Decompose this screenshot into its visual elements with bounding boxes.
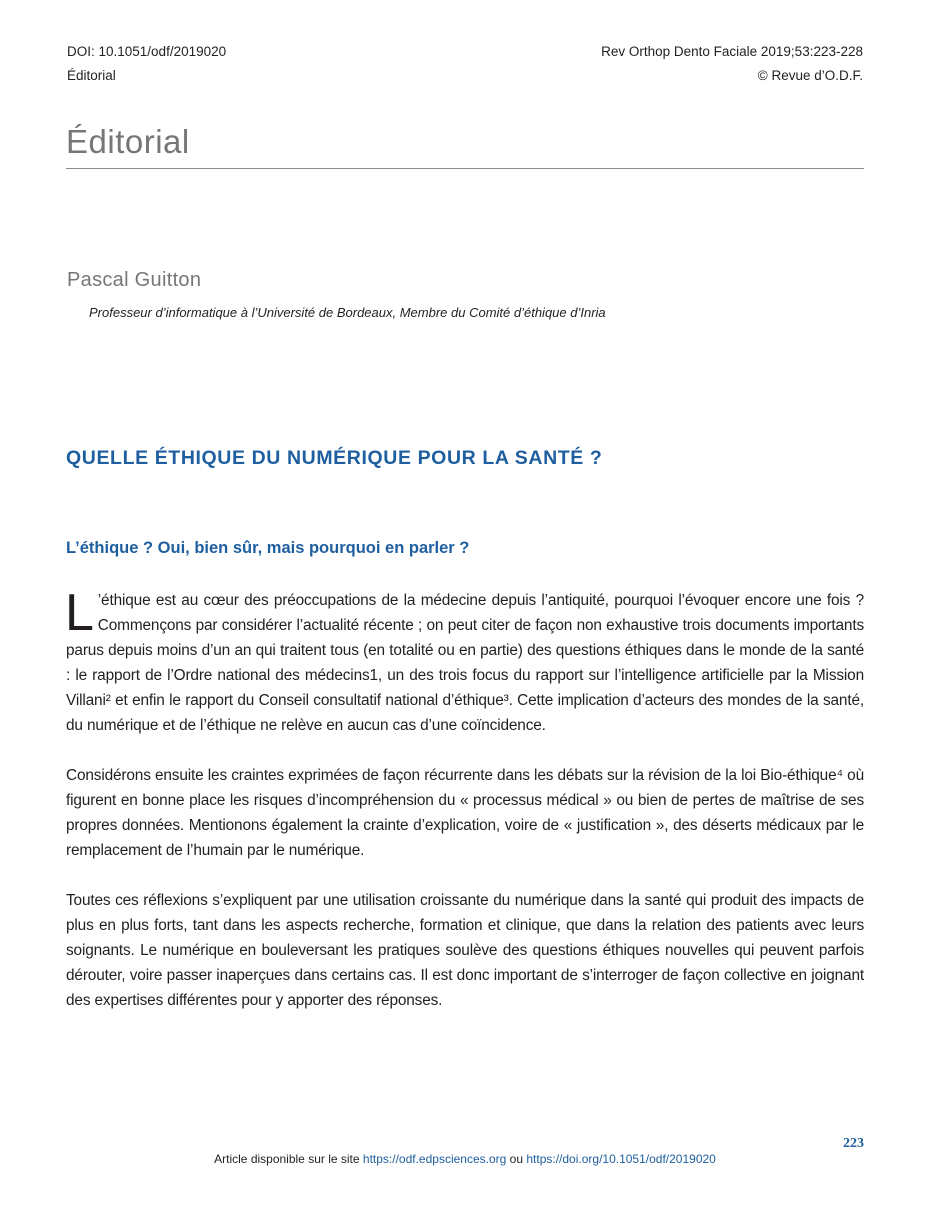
page-number: 223 <box>843 1136 864 1151</box>
subsection-heading: L’éthique ? Oui, bien sûr, mais pourquoi en parler ? <box>66 539 470 557</box>
paragraph-2: Considérons ensuite les craintes exprimées de façon récurrente dans les débats sur la révision de la loi Bio-éthique⁴ où figurent en bonne place les risques d’incompréhension du « processus médical » ou bien de pertes de maîtrise de ses propres données. Mentionons également la crainte d’explication, voire de « justification », des déserts médicaux par le remplacement de l’humain par le numérique. <box>66 767 864 859</box>
page-title: Éditorial <box>66 123 190 160</box>
paragraph-1 <box>65 584 864 738</box>
journal-reference: Rev Orthop Dento Faciale 2019;53:223-228 <box>601 44 863 59</box>
site-link[interactable]: https://odf.edpsciences.org <box>362 1152 507 1166</box>
drop-cap: L <box>65 584 94 642</box>
author-affiliation: Professeur d’informatique à l’Université de Bordeaux, Membre du Comité d’éthique d’Inria <box>89 305 606 320</box>
author-name: Pascal Guitton <box>67 269 202 291</box>
section-heading: QUELLE ÉTHIQUE DU NUMÉRIQUE POUR LA SANTÉ ? <box>66 447 603 469</box>
doi-link[interactable]: https://doi.org/10.1051/odf/2019020 <box>526 1152 716 1166</box>
title-divider <box>66 168 864 169</box>
doi-label: DOI: 10.1051/odf/2019020 <box>67 44 227 59</box>
section-label: Éditorial <box>67 68 116 83</box>
footer-prefix: Article disponible sur le site <box>214 1152 360 1166</box>
footer-joiner: ou <box>509 1152 524 1166</box>
paragraph-1-text: ’éthique est au cœur des préoccupations de la médecine depuis l’antiquité, pourquoi l’évoquer encore une fois ? Commençons par considérer l’actualité récente ; on peut citer de façon non exhaustive trois documents importants parus depuis moins d’un an qui traitent tous (en totalité ou en partie) des questions éthiques dans le monde de la santé : le rapport de l’Ordre national des médecins1, un des trois focus du rapport sur l’intelligence artificielle par la Mission Villani² et enfin le rapport du Conseil consultatif national d’éthique³. Cette implication d’acteurs des mondes de la santé, du numérique et de l’éthique ne relève en aucun cas d’une coïncidence. <box>66 592 864 734</box>
paragraph-3: Toutes ces réflexions s’expliquent par une utilisation croissante du numérique dans la santé qui produit des impacts de plus en plus forts, tant dans les aspects recherche, formation et clinique, que dans la relation des patients avec leurs soignants. Le numérique en bouleversant les pratiques soulève des questions éthiques nouvelles qui peuvent parfois dérouter, voire passer inaperçues dans certains cas. Il est donc important de s’interroger de façon collective en joignant des expertises différentes pour y apporter des réponses. <box>66 892 864 1009</box>
footer-availability <box>0 1152 930 1166</box>
copyright-notice: © Revue d’O.D.F. <box>757 68 863 83</box>
